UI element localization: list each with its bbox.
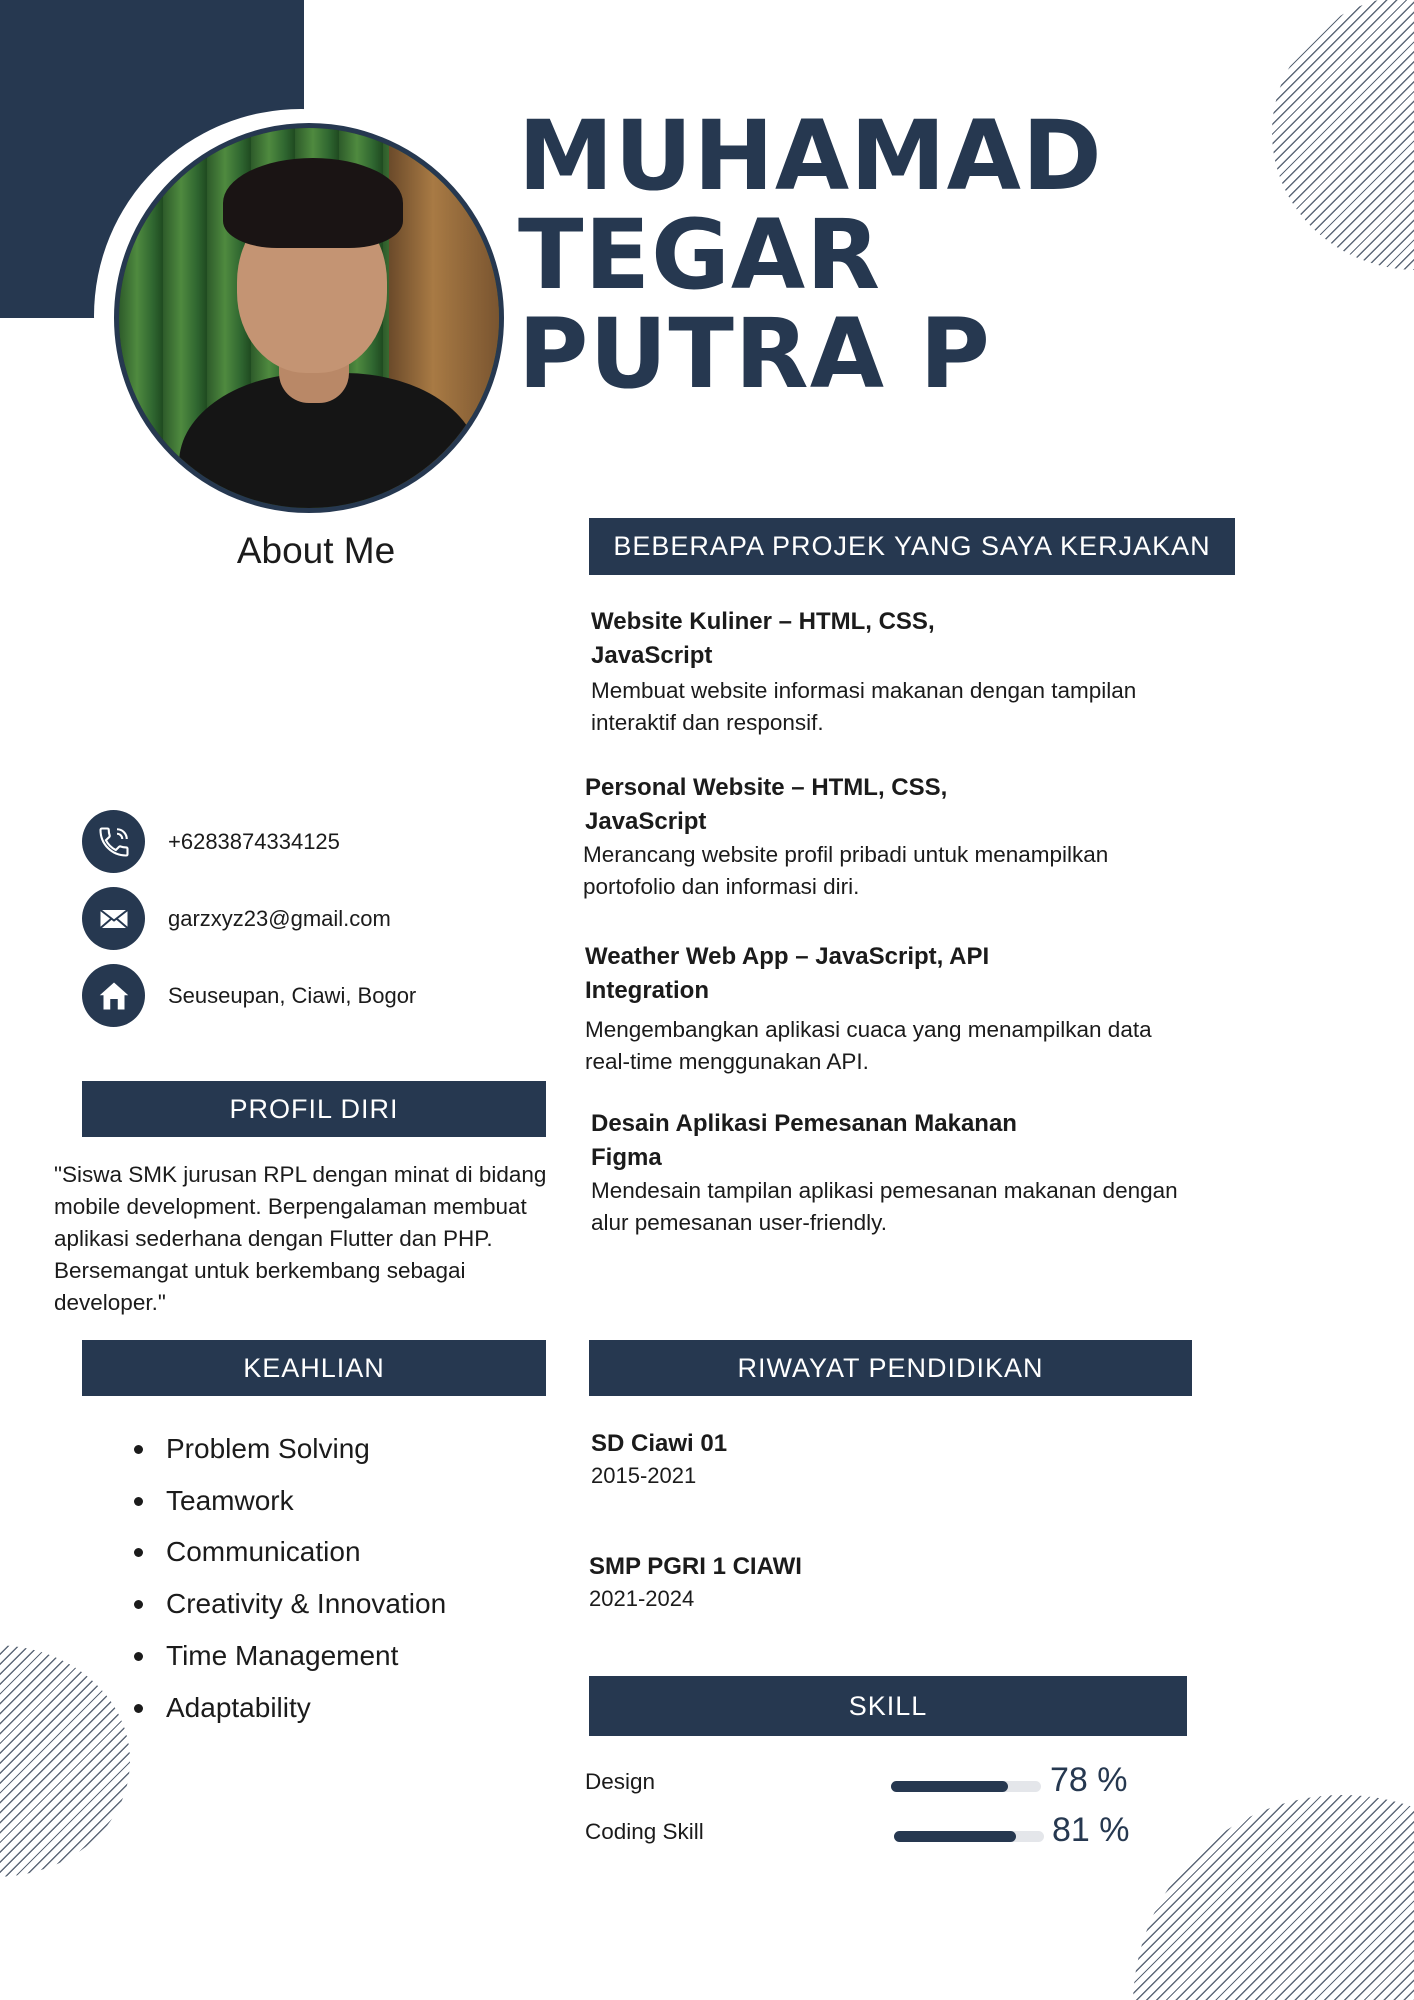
project-item [591,1107,1291,1239]
contact-email [82,887,391,950]
project-title: Integration [585,977,709,1004]
project-title: JavaScript [591,642,713,669]
projects-heading: BEBERAPA PROJEK YANG SAYA KERJAKAN [589,518,1235,575]
profile-photo [114,123,504,513]
email-address: garzxyz23@gmail.com [168,905,391,931]
project-title: Weather Web App – JavaScript, API [585,943,990,970]
phone-number: +6283874334125 [168,828,340,854]
skill-heading: SKILL [589,1676,1187,1736]
skill-percent: 81 % [1052,1811,1130,1849]
project-description: Mengembangkan aplikasi cuaca yang menampilkan data [585,1017,1152,1042]
full-name [518,100,1103,410]
project-title: Desain Aplikasi Pemesanan Makanan [591,1110,1017,1137]
skill-row-coding [584,1813,1144,1853]
skill-label: Design [585,1769,656,1794]
project-title: JavaScript [585,808,707,835]
address: Seuseupan, Ciawi, Bogor [168,982,417,1008]
keahlian-list [130,1423,446,1733]
education-item [589,1551,802,1615]
name-line: MUHAMAD [518,100,1103,212]
school-name: SMP PGRI 1 CIAWI [589,1553,802,1580]
list-item: Teamwork [130,1475,446,1527]
list-item: Problem Solving [130,1423,446,1475]
profil-text: "Siswa SMK jurusan RPL dengan minat di bidang mobile development. Berpengalaman membuat aplikasi sederhana dengan Flutter dan PHP. Bersemangat untuk berkembang sebagai developer." [54,1162,547,1315]
mail-icon [82,887,145,950]
skill-bar-track [891,1781,1041,1792]
profil-diri-heading: PROFIL DIRI [82,1081,546,1137]
skill-row-design [584,1763,1144,1803]
project-title: Website Kuliner – HTML, CSS, [591,608,935,635]
skill-bar-fill [891,1781,1008,1792]
list-item: Adaptability [130,1682,446,1734]
project-description: portofolio dan informasi diri. [583,874,860,899]
list-item: Communication [130,1526,446,1578]
list-item: Creativity & Innovation [130,1578,446,1630]
keahlian-heading: KEAHLIAN [82,1340,546,1396]
project-description: Membuat website informasi makanan dengan tampilan [591,678,1137,703]
project-item [585,940,1285,1078]
project-item [591,605,1291,739]
school-years: 2021-2024 [589,1586,695,1611]
skill-percent: 78 % [1050,1761,1128,1799]
project-item [585,771,1285,903]
hatched-circle-decoration [1272,0,1414,270]
school-years: 2015-2021 [591,1463,697,1488]
pendidikan-heading: RIWAYAT PENDIDIKAN [589,1340,1192,1396]
contact-phone [82,810,340,873]
project-title: Figma [591,1144,662,1171]
skill-bar-fill [894,1831,1016,1842]
home-icon [82,964,145,1027]
project-title: Personal Website – HTML, CSS, [585,774,948,801]
skill-label: Coding Skill [585,1819,704,1844]
project-description: Mendesain tampilan aplikasi pemesanan makanan dengan [591,1178,1178,1203]
list-item: Time Management [130,1630,446,1682]
project-description: alur pemesanan user-friendly. [591,1210,887,1235]
project-description: real-time menggunakan API. [585,1049,869,1074]
name-line: PUTRA P [518,298,991,410]
education-item [591,1428,727,1492]
phone-icon [82,810,145,873]
contact-address [82,964,416,1027]
hatched-circle-decoration [0,1645,130,1877]
project-description: Merancang website profil pribadi untuk menampilkan [583,842,1109,867]
about-me-heading: About Me [236,530,396,571]
school-name: SD Ciawi 01 [591,1430,728,1457]
name-line: TEGAR [518,199,882,311]
project-description: interaktif dan responsif. [591,710,824,735]
hatched-circle-decoration [1133,1795,1414,2000]
skill-bar-track [894,1831,1044,1842]
